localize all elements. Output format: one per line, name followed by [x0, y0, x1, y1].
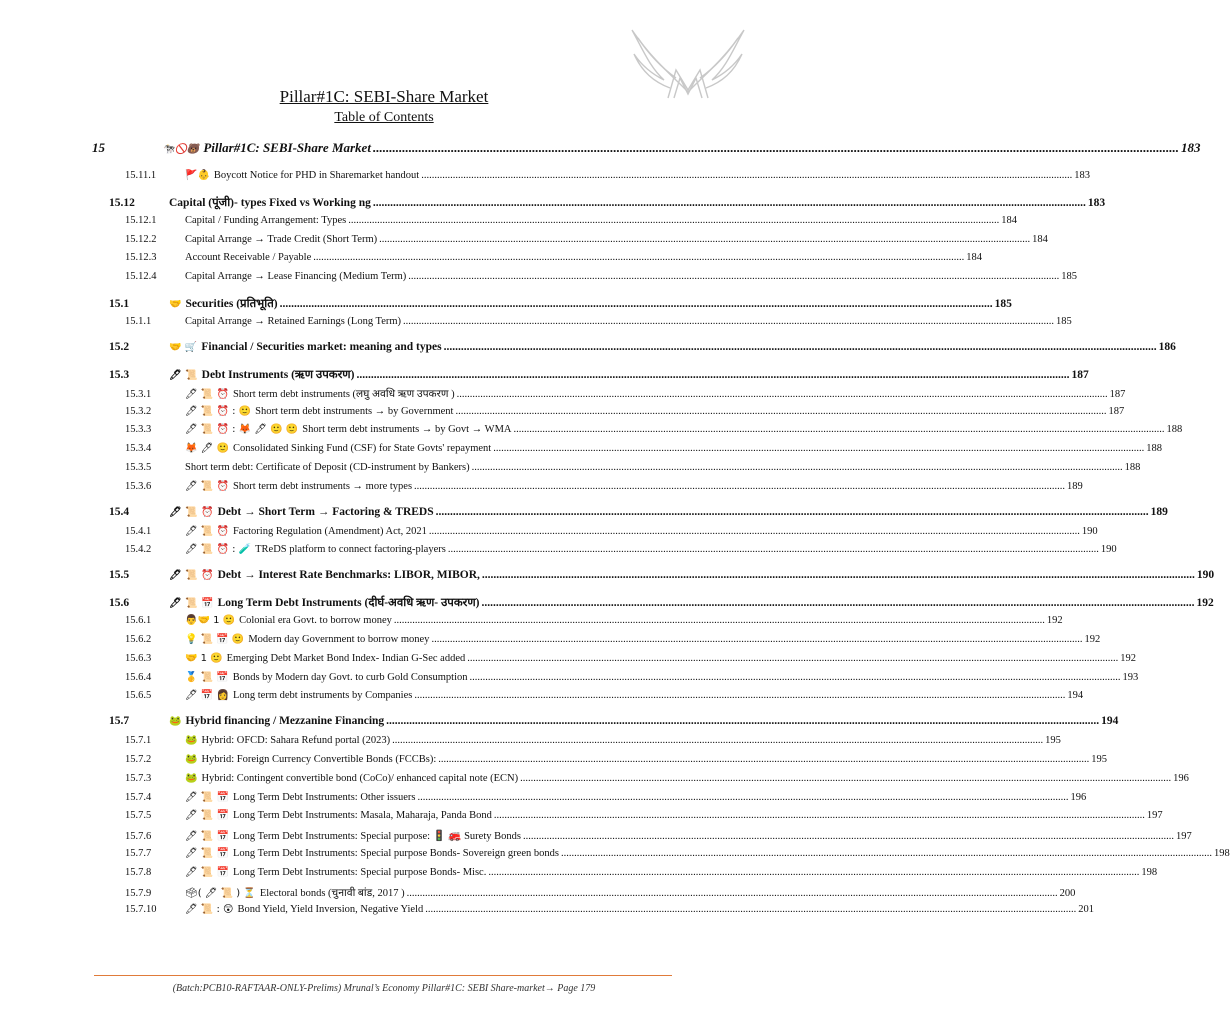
toc-entry-title — [185, 904, 423, 915]
toc-entry[interactable] — [92, 866, 1158, 886]
toc-entry-title — [185, 848, 559, 859]
toc-entry-text: Debt → Short Term → Factoring & TREDS — [217, 505, 434, 518]
toc-entry-title — [185, 252, 311, 263]
toc-entry[interactable] — [92, 735, 1061, 754]
footer-divider — [94, 975, 672, 976]
leader-dots — [431, 634, 1082, 645]
toc-entry-page: 188 — [1146, 443, 1162, 455]
toc-entry[interactable] — [92, 671, 1139, 691]
leader-dots — [493, 443, 1144, 454]
toc-entry[interactable] — [92, 715, 1119, 735]
toc-entry-title — [169, 341, 442, 353]
leader-dots — [482, 597, 1195, 609]
leader-dots — [421, 170, 1072, 181]
toc-entry-number: 15.11.1 — [125, 170, 157, 181]
leader-dots — [436, 506, 1149, 518]
leader-dots — [417, 792, 1068, 803]
toc-entry-page: 189 — [1067, 480, 1083, 492]
emoji-icons: 🦊 🖊 🙂 — [185, 443, 229, 455]
toc-entry-page: 200 — [1059, 887, 1076, 899]
toc-entry-title — [185, 544, 446, 555]
toc-entry[interactable] — [92, 461, 1141, 481]
toc-entry-page: 197 — [1175, 831, 1192, 843]
toc-entry-number: 15.5 — [109, 569, 130, 582]
toc-entry-number: 15 — [92, 140, 105, 155]
toc-entry-number: 15.3.5 — [125, 461, 152, 473]
leader-dots — [348, 215, 999, 226]
leader-dots — [280, 298, 993, 310]
toc-entry-text: Short term debt instruments (लघु अवधि ऋण उपकरण ) — [232, 388, 455, 400]
toc-entry-text: Long Term Debt Instruments (दीर्घ-अवधि ऋण- उपकरण) — [217, 597, 480, 610]
leader-dots — [470, 672, 1121, 683]
leader-dots — [448, 544, 1099, 555]
emoji-icons: 💡 📜 📅 🙂 — [185, 633, 245, 645]
page-footer: (Batch:PCB10-RAFTAAR-ONLY-Prelims) Mrunal’s Economy Pillar#1C: SEBI Share-market→ Page 179 — [172, 983, 596, 994]
toc-entry-number: 15.12.3 — [125, 252, 157, 264]
leader-dots — [373, 140, 1179, 156]
toc-entry-number: 15.7.2 — [125, 753, 152, 765]
toc-entry-text: Securities (प्रतिभूति) — [185, 297, 278, 310]
emoji-icons: 🗳( 🖊 📜 ) ⏳ — [185, 887, 256, 899]
toc-entry-text: TReDS platform to connect factoring-players — [255, 544, 446, 556]
leader-dots — [467, 653, 1118, 664]
toc-entry-text: Emerging Debt Market Bond Index- Indian G-Sec added — [226, 652, 466, 664]
emoji-icons: 🐸 — [185, 753, 198, 765]
leader-dots — [561, 848, 1212, 859]
toc-entry-text: Long Term Debt Instruments: Special purpose Bonds- Misc. — [232, 866, 487, 878]
toc-entry[interactable] — [92, 569, 1215, 589]
leader-dots — [482, 569, 1195, 581]
toc-entry-number: 15.3.4 — [125, 443, 152, 455]
toc-entry-number: 15.7.10 — [125, 904, 157, 916]
leader-dots — [494, 810, 1145, 821]
toc-entry-number: 15.3.2 — [125, 405, 152, 417]
toc-entry-title — [169, 569, 480, 581]
toc-entry-title — [185, 773, 518, 784]
toc-entry-page: 188 — [1166, 424, 1183, 436]
toc-entry-title — [185, 481, 412, 492]
toc-entry-number: 15.7.5 — [125, 810, 152, 822]
toc-entry-text: Financial / Securities market: meaning and types — [201, 340, 442, 353]
toc-entry-text: Bond Yield, Yield Inversion, Negative Yield — [237, 904, 424, 916]
toc-entry-number: 15.6.1 — [125, 615, 152, 627]
toc-entry-text: Debt Instruments (ऋण उपकरण) — [201, 368, 355, 381]
toc-entry-title — [185, 886, 405, 900]
leader-dots — [403, 316, 1054, 327]
toc-entry-page: 192 — [1046, 615, 1063, 627]
toc-entry-title — [169, 296, 278, 311]
leader-dots — [379, 234, 1030, 245]
toc-entry-text: Capital (पूंजी)- types Fixed vs Working ng — [169, 196, 371, 209]
toc-entry-title — [185, 810, 492, 821]
toc-entry-number: 15.6.5 — [125, 690, 152, 702]
toc-entry-title — [169, 367, 354, 382]
toc-entry-text: Factoring Regulation (Amendment) Act, 2021 — [232, 525, 427, 537]
toc-entry-number: 15.7.4 — [125, 791, 152, 803]
toc-entry-text: Colonial era Govt. to borrow money — [239, 615, 392, 627]
toc-entry-page: 183 — [1074, 170, 1090, 181]
toc-entry[interactable] — [92, 140, 1201, 162]
toc-entry-title — [185, 634, 429, 645]
toc-entry[interactable] — [92, 772, 1189, 792]
toc-entry-page: 201 — [1078, 904, 1094, 916]
leader-dots — [356, 369, 1069, 381]
toc-entry[interactable] — [92, 424, 1183, 443]
toc-entry-page: 193 — [1122, 671, 1139, 683]
emoji-icons: 🖊 📜 📅 — [185, 831, 229, 843]
toc-entry[interactable] — [92, 829, 1192, 848]
emoji-icons: 🖊 📅 👩 — [185, 690, 229, 702]
toc-entry-number: 15.12 — [109, 196, 135, 209]
toc-entry[interactable] — [92, 195, 1106, 215]
toc-entry-text: Pillar#1C: SEBI-Share Market — [203, 140, 371, 155]
toc-entry-title — [185, 672, 468, 683]
toc-entry[interactable] — [92, 595, 1214, 615]
toc-entry-title — [169, 506, 434, 518]
toc-entry-title — [169, 195, 371, 210]
leader-dots — [373, 197, 1086, 209]
toc-entry-page: 185 — [994, 297, 1012, 310]
emoji-icons: 🖊 📜 📅 — [169, 598, 214, 610]
toc-entry-number: 15.3.3 — [125, 424, 152, 436]
toc-entry[interactable] — [92, 271, 1078, 290]
toc-entry-text: Capital Arrange → Trade Credit (Short Term) — [185, 233, 378, 245]
toc-entry-text: Long Term Debt Instruments: Special purpose: 🚦 🚒 Surety Bonds — [232, 831, 521, 843]
toc-entry[interactable] — [92, 252, 982, 271]
toc-entry-page: 192 — [1084, 633, 1101, 645]
toc-entry-text: Capital Arrange → Retained Earnings (Long Term) — [185, 315, 402, 327]
toc-entry[interactable] — [92, 387, 1126, 406]
toc-entry[interactable] — [92, 544, 1117, 563]
toc-entry[interactable] — [92, 170, 1090, 189]
toc-entry[interactable] — [92, 367, 1089, 387]
toc-entry-number: 15.4.2 — [125, 544, 152, 556]
toc-entry-title — [185, 316, 401, 327]
toc-entry-page: 197 — [1146, 810, 1163, 822]
toc-entry-title — [185, 462, 470, 473]
leader-dots — [444, 341, 1157, 353]
toc-entry[interactable] — [92, 340, 1176, 361]
toc-entry-number: 15.7.3 — [125, 772, 152, 784]
toc-entry-page: 187 — [1108, 405, 1125, 417]
toc-entry-page: 187 — [1109, 388, 1126, 400]
leader-dots — [438, 754, 1089, 765]
toc-entry-text: Hybrid: Contingent convertible bond (CoCo)/ enhanced capital note (ECN) — [201, 772, 519, 784]
toc-entry-page: 192 — [1120, 652, 1136, 664]
toc-entry-number: 15.12.2 — [125, 233, 157, 245]
toc-entry-number: 15.6.4 — [125, 671, 152, 683]
toc-entry-page: 190 — [1100, 544, 1117, 556]
toc-heading: Table of Contents — [334, 110, 434, 125]
toc-entry-page: 195 — [1091, 753, 1107, 765]
toc-entry-title — [185, 867, 486, 878]
toc-entry-page: 183 — [1087, 196, 1106, 209]
toc-entry[interactable] — [92, 443, 1162, 462]
toc-entry[interactable] — [92, 405, 1125, 425]
toc-entry-text: Hybrid: OFCD: Sahara Refund portal (2023) — [201, 735, 391, 747]
emoji-icons: 🖊 📜 ⏰ — [185, 480, 229, 492]
emoji-icons: 🖊 📜 📅 — [185, 847, 229, 859]
toc-entry-title — [169, 595, 480, 610]
toc-entry-text: Short term debt: Certificate of Deposit (CD-instrument by Bankers) — [185, 461, 470, 473]
leader-dots — [472, 462, 1123, 473]
leader-dots — [488, 867, 1139, 878]
emoji-icons: 🚩👶 — [185, 170, 210, 181]
leader-dots — [392, 735, 1043, 746]
leader-dots — [520, 773, 1171, 784]
toc-entry-number: 15.7.6 — [125, 831, 152, 843]
emoji-icons: 🖊 📜 📅 — [185, 791, 229, 803]
emoji-icons: 🐸 — [185, 772, 198, 784]
toc-entry-title — [169, 715, 384, 727]
toc-entry-page: 185 — [1061, 271, 1078, 283]
leader-dots — [455, 406, 1106, 417]
emoji-icons: 🖊 📜 ⏰ : 🦊 🖊 🙂 🙂 — [185, 424, 299, 436]
toc-entry[interactable] — [92, 904, 1094, 923]
toc-entry-number: 15.4.1 — [125, 525, 152, 537]
toc-entry-page: 196 — [1070, 791, 1087, 803]
toc-entry[interactable] — [92, 505, 1168, 526]
toc-entry-text: Long Term Debt Instruments: Other issuers — [232, 791, 416, 803]
toc-entry-page: 185 — [1056, 315, 1072, 327]
toc-entry-title — [185, 271, 406, 282]
toc-entry-number: 15.12.1 — [125, 214, 157, 226]
toc-entry[interactable] — [92, 652, 1136, 672]
leader-dots — [408, 271, 1059, 282]
toc-entry-page: 183 — [1180, 140, 1201, 155]
toc-entry-text: Consolidated Sinking Fund (CSF) for State Govts' repayment — [232, 443, 492, 455]
toc-entry[interactable] — [92, 633, 1101, 653]
toc-entry[interactable] — [92, 525, 1098, 545]
toc-entry-title — [185, 526, 427, 537]
toc-entry-number: 15.4 — [109, 505, 130, 518]
emoji-icons: 🖊 📜 📅 — [185, 866, 229, 878]
toc-entry-text: Long Term Debt Instruments: Masala, Maharaja, Panda Bond — [232, 810, 492, 822]
emoji-icons: 🤝 — [169, 298, 182, 310]
toc-entry-page: 194 — [1101, 715, 1119, 728]
toc-entry-number: 15.3.6 — [125, 480, 152, 492]
leader-dots — [514, 424, 1165, 435]
toc-entry-number: 15.2 — [109, 340, 130, 353]
toc-entry-page: 189 — [1150, 505, 1168, 518]
emoji-icons: 🥇 📜 📅 — [185, 671, 229, 683]
leader-dots — [386, 715, 1099, 727]
emoji-icons: 🤝 🛒 — [169, 341, 198, 353]
emoji-icons: 🖊 📜 ⏰ — [169, 506, 214, 518]
toc-entry[interactable] — [92, 753, 1107, 773]
toc-entry-page: 196 — [1173, 772, 1189, 784]
toc-entry-page: 198 — [1213, 847, 1230, 859]
toc-entry[interactable] — [92, 233, 1048, 253]
toc-entry-number: 15.1.1 — [125, 315, 152, 327]
toc-entry-title — [185, 387, 455, 401]
emoji-icons: 🖊 📜 ⏰ — [185, 525, 229, 537]
toc-entry-page: 194 — [1067, 690, 1084, 702]
toc-entry-title — [185, 424, 512, 435]
toc-entry-text: Hybrid financing / Mezzanine Financing — [185, 715, 385, 728]
toc-entry[interactable] — [92, 615, 1063, 634]
toc-entry[interactable] — [92, 690, 1084, 709]
toc-entry-text: Short term debt instruments → more types — [232, 480, 413, 492]
toc-entry-number: 15.7 — [109, 715, 130, 728]
emoji-icons: 🐄🚫🐻 — [162, 144, 200, 155]
toc-entry-page: 188 — [1124, 461, 1141, 473]
toc-entry-text: Capital Arrange → Lease Financing (Medium Term) — [185, 271, 407, 283]
toc-entry-text: Long term debt instruments by Companies — [232, 690, 413, 702]
emoji-icons: 🖊 📜 : 😲 — [185, 904, 234, 916]
toc-entry-number: 15.6 — [109, 597, 130, 610]
leader-dots — [394, 615, 1045, 626]
toc-entry[interactable] — [92, 214, 1017, 234]
toc-entry-page: 192 — [1196, 597, 1214, 610]
toc-entry-title — [185, 234, 377, 245]
table-of-contents — [92, 140, 1230, 923]
toc-entry-number: 15.3.1 — [125, 388, 152, 400]
toc-entry-number: 15.7.8 — [125, 866, 152, 878]
toc-entry-title — [185, 406, 453, 417]
toc-entry-number: 15.6.2 — [125, 633, 152, 645]
toc-entry[interactable] — [92, 315, 1072, 335]
toc-entry-page: 184 — [1032, 233, 1048, 245]
toc-entry[interactable] — [92, 480, 1083, 500]
toc-entry-title — [185, 735, 390, 746]
leader-dots — [429, 526, 1080, 537]
toc-entry-text: Electoral bonds (चुनावी बांड, 2017 ) — [259, 887, 405, 899]
emoji-icons: 👨🤝 1 🙂 — [185, 615, 236, 627]
toc-entry-text: Capital / Funding Arrangement: Types — [185, 214, 347, 226]
toc-entry-number: 15.3 — [109, 368, 130, 381]
toc-entry-number: 15.7.1 — [125, 735, 152, 747]
toc-entry-text: Bonds by Modern day Govt. to curb Gold Consumption — [232, 671, 468, 683]
leader-dots — [457, 389, 1108, 400]
toc-entry[interactable] — [92, 886, 1076, 905]
toc-entry[interactable] — [92, 791, 1087, 811]
toc-entry-page: 195 — [1045, 735, 1061, 747]
toc-entry-page: 190 — [1081, 525, 1098, 537]
leader-dots — [414, 481, 1065, 492]
toc-entry-title — [185, 653, 465, 664]
toc-entry-title — [162, 140, 371, 156]
emoji-icons: 🖊 📜 ⏰ — [185, 388, 229, 400]
toc-entry-page: 198 — [1141, 866, 1158, 878]
toc-entry-title — [185, 792, 415, 803]
toc-entry-page: 187 — [1071, 368, 1089, 381]
leader-dots — [425, 904, 1076, 915]
toc-entry-number: 15.1 — [109, 297, 130, 310]
emoji-icons: 🖊 📜 📅 — [185, 810, 229, 822]
toc-entry-page: 184 — [1001, 214, 1017, 226]
toc-entry-text: Hybrid: Foreign Currency Convertible Bonds (FCCBs): — [201, 753, 437, 765]
document-title: Pillar#1C: SEBI-Share Market — [279, 87, 489, 106]
leader-dots — [523, 831, 1174, 842]
toc-entry-text: Long Term Debt Instruments: Special purpose Bonds- Sovereign green bonds — [232, 847, 559, 859]
leader-dots — [407, 888, 1058, 899]
toc-entry-number: 15.12.4 — [125, 271, 157, 283]
toc-entry-title — [185, 615, 392, 626]
toc-entry-text: Debt → Interest Rate Benchmarks: LIBOR, MIBOR, — [217, 569, 480, 582]
toc-entry-number: 15.6.3 — [125, 652, 152, 664]
emoji-icons: 🐸 — [185, 735, 198, 747]
toc-entry-text: Account Receivable / Payable — [185, 252, 312, 264]
toc-entry-page: 186 — [1158, 340, 1176, 353]
toc-entry-page: 190 — [1196, 569, 1215, 582]
emoji-icons: 🖊 📜 ⏰ — [169, 570, 214, 582]
toc-entry-number: 15.7.9 — [125, 887, 152, 899]
toc-entry-number: 15.7.7 — [125, 847, 152, 859]
toc-entry[interactable] — [92, 847, 1230, 867]
toc-entry-text: Modern day Government to borrow money — [248, 633, 430, 645]
emoji-icons: 🖊 📜 ⏰ : 🧪 — [185, 544, 252, 556]
toc-entry-text: Short term debt instruments → by Government — [255, 405, 454, 417]
toc-entry[interactable] — [92, 296, 1012, 316]
toc-entry-text: Short term debt instruments → by Govt → WMA — [302, 424, 512, 436]
leader-dots — [414, 690, 1065, 701]
toc-entry-title — [185, 690, 412, 701]
toc-entry-title — [185, 829, 521, 842]
emoji-icons: 🖊 📜 — [169, 369, 198, 381]
emoji-icons: 🖊 📜 ⏰ : 🙂 — [185, 405, 252, 417]
emoji-icons: 🤝 1 🙂 — [185, 652, 223, 664]
toc-entry-title — [185, 170, 419, 181]
toc-entry-title — [185, 443, 491, 454]
emoji-icons: 🐸 — [169, 716, 182, 728]
toc-entry[interactable] — [92, 810, 1163, 829]
leader-dots — [313, 252, 964, 263]
toc-entry-title — [185, 215, 346, 226]
toc-entry-text: Boycott Notice for PHD in Sharemarket handout — [213, 170, 420, 181]
toc-entry-page: 184 — [966, 252, 982, 264]
toc-entry-title — [185, 754, 436, 765]
